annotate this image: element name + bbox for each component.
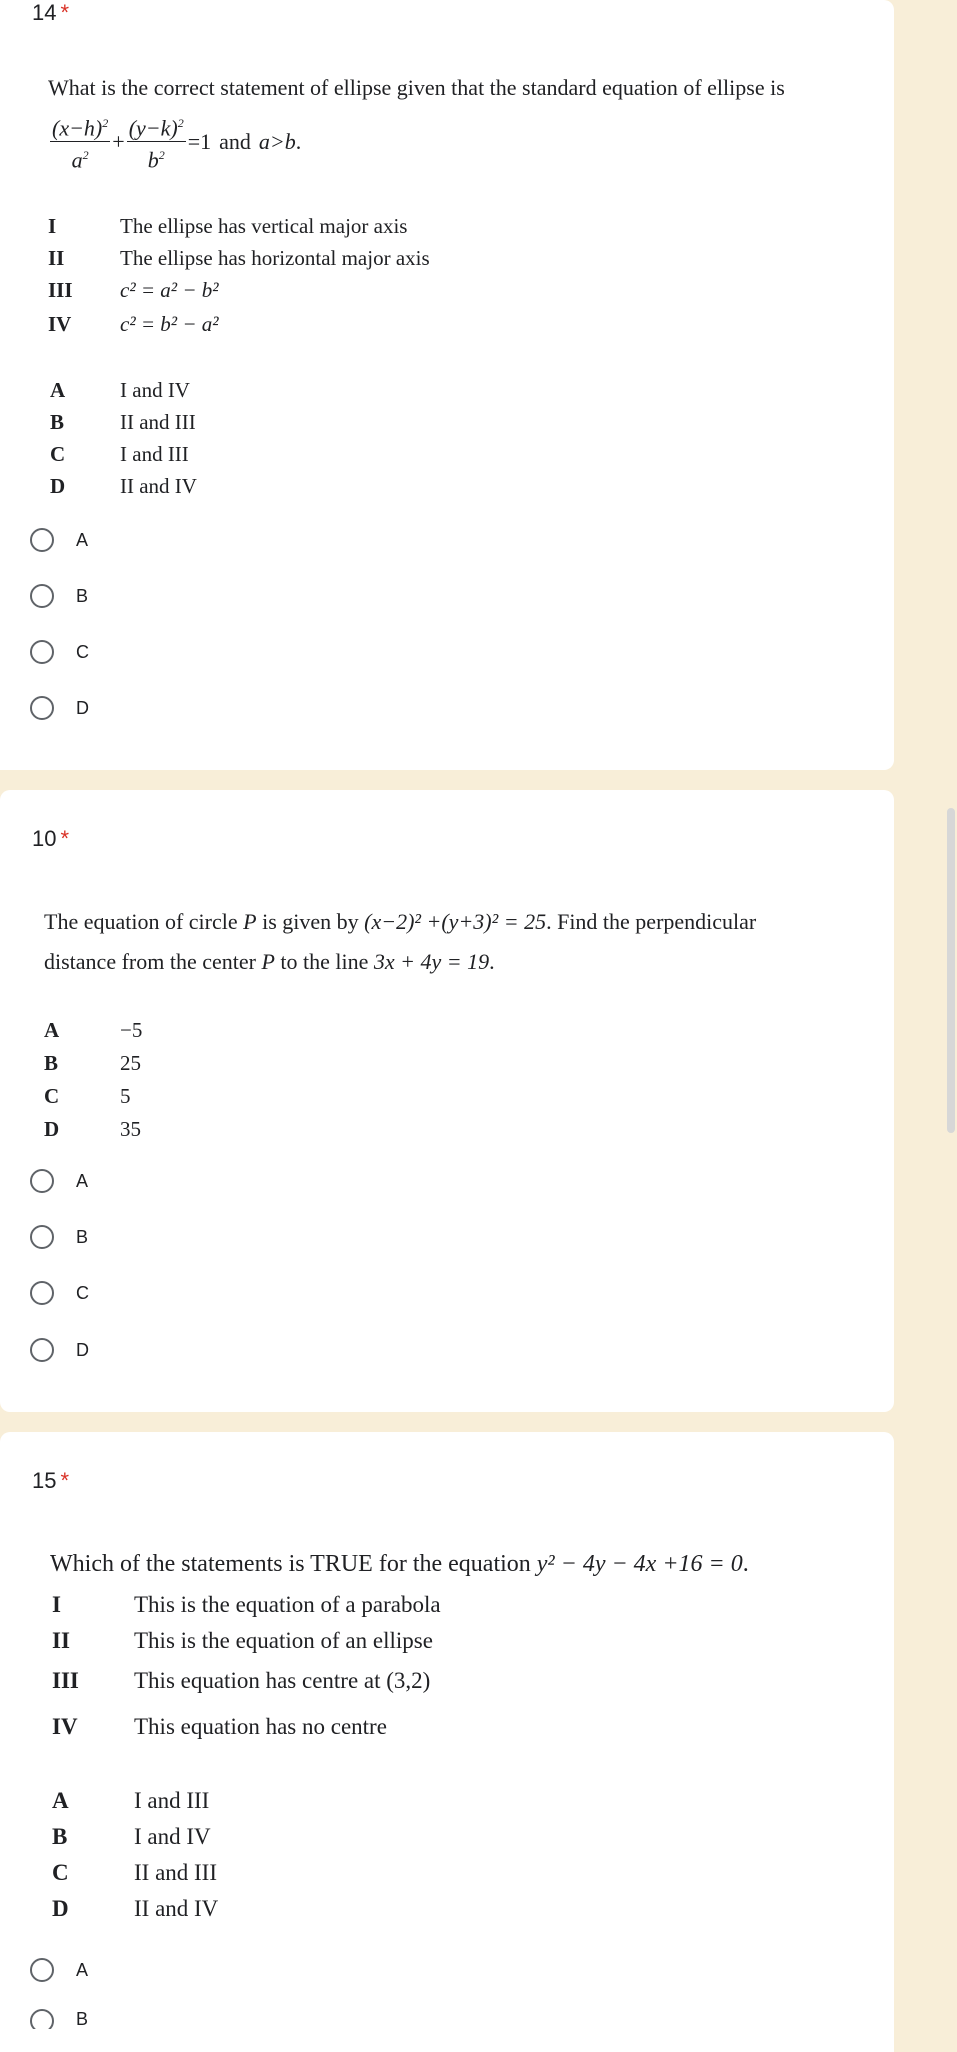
statement-text: This equation has no centre [134, 1714, 387, 1739]
line-equation: 3x + 4y = 19 [373, 949, 490, 974]
required-asterisk: * [60, 0, 70, 25]
choice-label: C [50, 442, 66, 466]
choice-row [44, 1117, 141, 1142]
statement-row [52, 1592, 441, 1618]
option-label: A [76, 1170, 89, 1191]
radio-button[interactable] [30, 528, 54, 552]
question-number-text: 14 [32, 0, 57, 25]
stem-text: Which of the statements is TRUE for the equation [50, 1551, 537, 1577]
statement-text: This is the equation of a parabola [134, 1592, 441, 1617]
radio-button[interactable] [30, 640, 54, 664]
statement-text: c² = b² − a² [120, 312, 219, 336]
equals-one: =1 [187, 128, 212, 154]
option-label: D [76, 697, 89, 718]
question-card-10 [0, 790, 894, 1412]
choice-row [52, 1896, 218, 1922]
statement-label: II [52, 1628, 70, 1653]
option-label: B [76, 585, 89, 606]
choice-text: I and III [120, 442, 189, 466]
statement-row [48, 278, 219, 303]
choice-label: A [52, 1788, 69, 1813]
fraction-x [50, 110, 110, 174]
numerator-x: (x−h) [52, 115, 103, 141]
parabola-equation: y² − 4y − 4x +16 = 0 [536, 1551, 743, 1577]
choice-text: I and III [134, 1788, 210, 1813]
required-asterisk: * [60, 1468, 70, 1493]
question-card-14 [0, 0, 894, 770]
choice-text: II and IV [120, 474, 197, 498]
option-label: A [76, 529, 89, 550]
statement-label: I [52, 1592, 61, 1617]
radio-option-b[interactable] [30, 2009, 88, 2029]
question-stem-line2 [44, 948, 495, 976]
radio-button[interactable] [30, 1958, 54, 1982]
radio-button[interactable] [30, 1281, 54, 1305]
period: . [742, 1551, 749, 1577]
choice-text: I and IV [134, 1824, 211, 1849]
choice-label: B [52, 1824, 68, 1849]
statement-text: This is the equation of an ellipse [134, 1628, 433, 1653]
and-word: and [219, 128, 251, 154]
statement-row [52, 1714, 387, 1740]
choice-row [52, 1860, 217, 1886]
radio-option-b[interactable] [30, 581, 88, 611]
question-stem [50, 1550, 749, 1578]
radio-button[interactable] [30, 1338, 54, 1362]
radio-button[interactable] [30, 1225, 54, 1249]
point-p: P [243, 909, 257, 934]
statement-row [52, 1668, 430, 1694]
stem-text: is given by [256, 909, 365, 934]
statement-label: I [48, 214, 57, 238]
condition: a>b [258, 128, 296, 154]
choice-row [50, 410, 196, 435]
exponent: 2 [82, 148, 89, 163]
choice-label: C [44, 1084, 60, 1108]
ellipse-equation [48, 110, 301, 174]
plus-sign: + [112, 128, 125, 154]
question-card-15 [0, 1432, 894, 2052]
choice-text: II and III [134, 1860, 218, 1885]
circle-equation: (x−2)² +(y+3)² = 25 [364, 909, 547, 934]
radio-option-a[interactable] [30, 525, 88, 555]
statement-text: The ellipse has horizontal major axis [120, 246, 430, 270]
statement-label: II [48, 246, 65, 270]
choice-label: A [50, 378, 66, 402]
question-number [32, 1468, 69, 1494]
fraction-y [127, 110, 186, 174]
question-number-text: 10 [32, 826, 57, 851]
choice-label: C [52, 1860, 69, 1885]
statement-label: III [48, 278, 73, 302]
choice-row [44, 1051, 141, 1076]
question-stem: What is the correct statement of ellipse given that the standard equation of ellipse is [48, 75, 785, 100]
radio-option-c[interactable] [30, 1278, 89, 1308]
radio-option-a[interactable] [30, 1166, 88, 1196]
stem-text: The equation of circle [44, 909, 244, 934]
stem-text: to the line [274, 949, 374, 974]
statement-text: c² = a² − b² [120, 278, 219, 302]
choice-text: 25 [120, 1051, 141, 1075]
choice-text: 5 [120, 1084, 131, 1108]
exponent: 2 [158, 148, 165, 163]
choice-label: D [52, 1896, 69, 1921]
choice-row [50, 474, 197, 499]
choice-text: I and IV [120, 378, 190, 402]
choice-label: A [44, 1018, 60, 1042]
choice-row [50, 378, 190, 403]
denominator-b: b [147, 147, 159, 173]
choice-label: D [50, 474, 66, 498]
question-number [32, 826, 69, 852]
choice-text: 35 [120, 1117, 141, 1141]
option-label: B [76, 1226, 89, 1247]
choice-label: B [44, 1051, 59, 1075]
choice-text: −5 [120, 1018, 143, 1042]
stem-text: distance from the center [44, 949, 262, 974]
question-stem [44, 908, 756, 936]
choice-row [50, 442, 189, 467]
denominator-a: a [71, 147, 83, 173]
choice-text: II and IV [134, 1896, 219, 1921]
radio-button[interactable] [30, 2009, 54, 2029]
option-label: D [76, 1339, 89, 1360]
statement-row [48, 214, 407, 239]
exponent: 2 [102, 116, 109, 130]
radio-option-a[interactable] [30, 1955, 88, 1985]
choice-row [52, 1824, 211, 1850]
choice-row [52, 1788, 209, 1814]
option-label: A [76, 1959, 89, 1980]
stem-text: . [489, 949, 495, 974]
required-asterisk: * [60, 826, 70, 851]
statement-row [48, 246, 430, 271]
point-p: P [261, 949, 275, 974]
period: . [295, 128, 302, 154]
radio-button[interactable] [30, 1169, 54, 1193]
option-label: C [76, 641, 89, 662]
choice-label: D [44, 1117, 60, 1141]
radio-option-d[interactable] [30, 1335, 89, 1365]
option-label: B [76, 2009, 89, 2029]
scrollbar-thumb[interactable] [947, 808, 955, 1133]
numerator-y: (y−k) [128, 115, 178, 141]
statement-label: IV [48, 312, 72, 336]
radio-option-b[interactable] [30, 1222, 88, 1252]
question-number-text: 15 [32, 1468, 57, 1493]
radio-option-d[interactable] [30, 693, 89, 723]
exponent: 2 [177, 116, 184, 130]
statement-text: This equation has centre at (3,2) [134, 1668, 431, 1693]
radio-button[interactable] [30, 696, 54, 720]
question-number [32, 0, 69, 26]
statement-row [52, 1628, 433, 1654]
option-label: C [76, 1282, 89, 1303]
stem-text: . Find the perpendicular [546, 909, 757, 934]
radio-option-c[interactable] [30, 637, 89, 667]
choice-label: B [50, 410, 65, 434]
statement-label: III [52, 1668, 79, 1693]
choice-row [44, 1084, 131, 1109]
choice-row [44, 1018, 142, 1043]
statement-label: IV [52, 1714, 78, 1739]
statement-text: The ellipse has vertical major axis [120, 214, 408, 238]
radio-button[interactable] [30, 584, 54, 608]
choice-text: II and III [120, 410, 196, 434]
statement-row [48, 312, 219, 337]
